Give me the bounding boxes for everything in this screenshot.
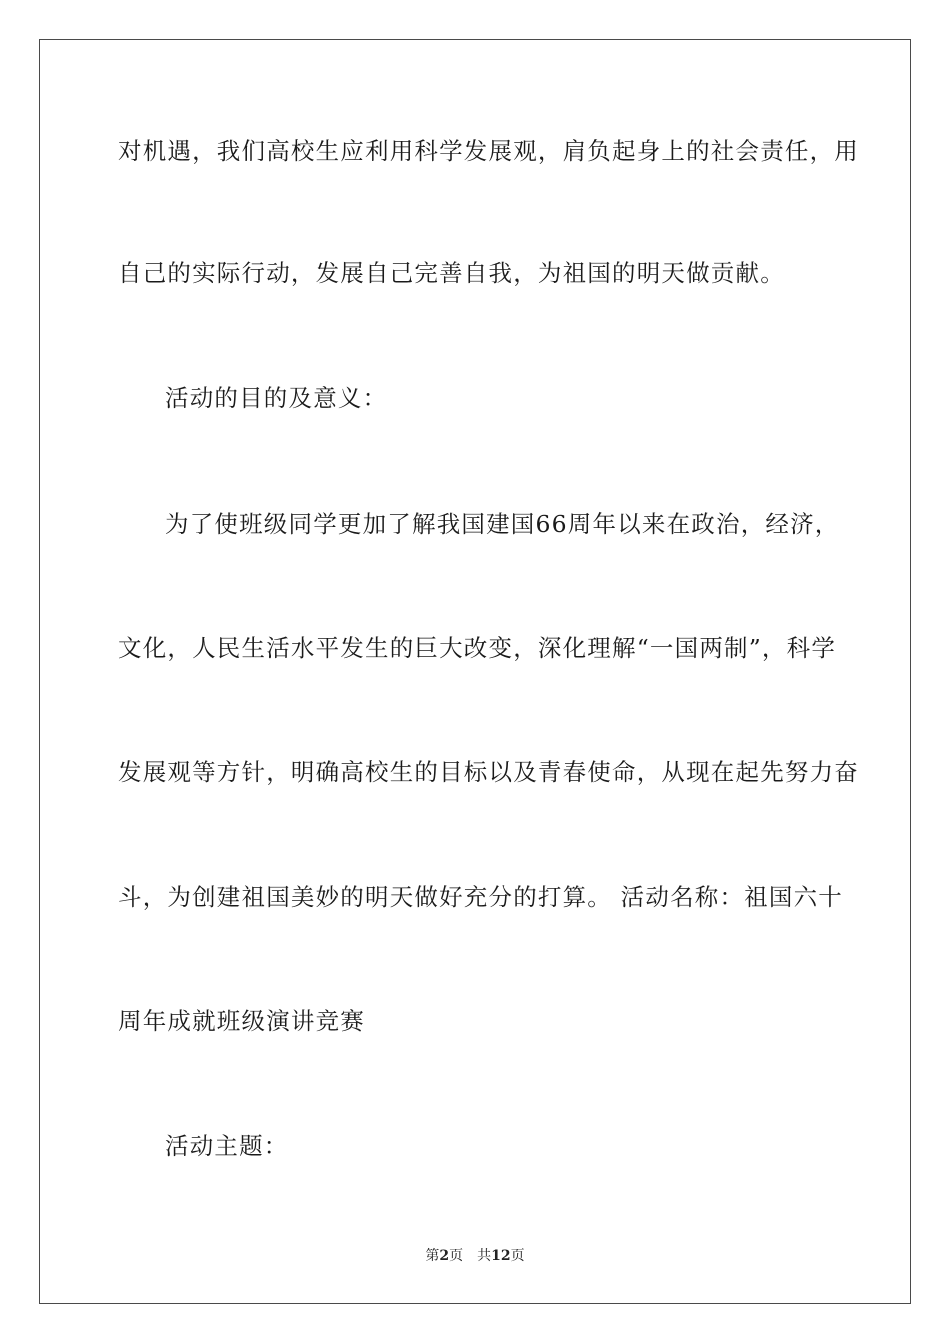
paragraph-line: 斗，为创建祖国美妙的明天做好充分的打算。 活动名称：祖国六十: [118, 883, 843, 911]
paragraph-line: 文化，人民生活水平发生的巨大改变，深化理解“一国两制”，科学: [118, 634, 837, 662]
paragraph-line: 为了使班级同学更加了解我国建国66周年以来在政治，经济，: [165, 510, 840, 538]
page-border: [39, 39, 911, 1304]
paragraph-line: 周年成就班级演讲竞赛: [118, 1007, 365, 1035]
total-pages: 12: [491, 1248, 511, 1264]
page-suffix: 页: [449, 1248, 464, 1264]
page-footer: [0, 1246, 950, 1266]
paragraph-line: 对机遇，我们高校生应利用科学发展观，肩负起身上的社会责任，用: [118, 137, 859, 165]
total-prefix: 共: [477, 1248, 492, 1264]
section-heading: 活动主题：: [165, 1132, 289, 1160]
total-suffix: 页: [510, 1248, 525, 1264]
page-prefix: 第: [425, 1248, 440, 1264]
page-number: 2: [439, 1248, 450, 1264]
paragraph-line: 发展观等方针，明确高校生的目标以及青春使命，从现在起先努力奋: [118, 758, 859, 786]
section-heading: 活动的目的及意义：: [165, 384, 388, 412]
paragraph-line: 自己的实际行动，发展自己完善自我，为祖国的明天做贡献。: [118, 259, 785, 287]
